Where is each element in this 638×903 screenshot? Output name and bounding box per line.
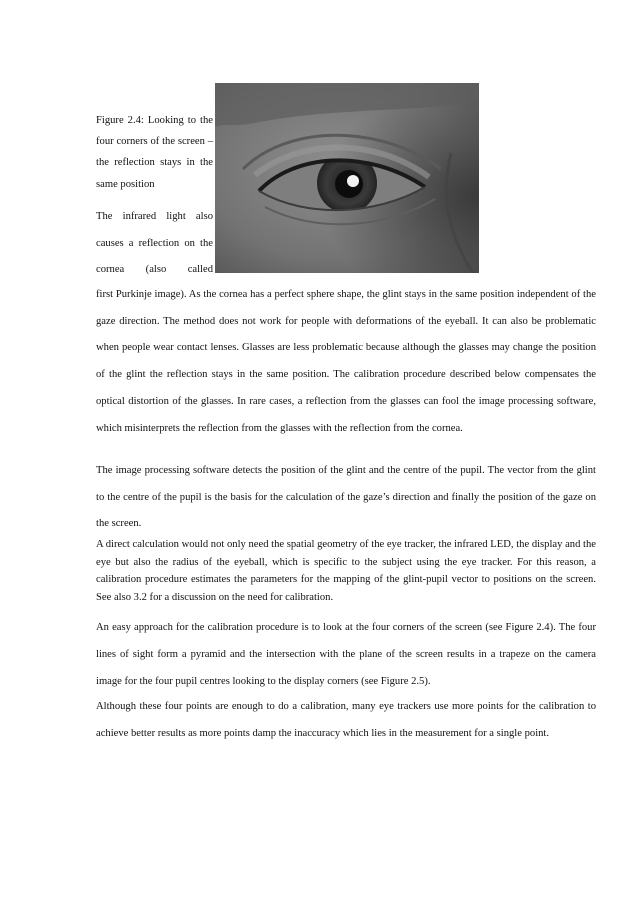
paragraph-calibration-approach: An easy approach for the calibration procedure is to look at the four corners of the screen (see Figure 2.4). The four lines of sight form a pyramid and the intersection with the plane of the screen results in a trapeze on the camera image for the four pupil centres looking to the display corners (see Figure 2.5). [96,622,596,687]
paragraph-more-points: Although these four points are enough to do a calibration, many eye trackers use more points for the calibration to achieve better results as more points damp the inaccuracy which lies in the measurement for a single point. [96,701,596,739]
paragraph-intro: The infrared light also causes a reflection on the cornea (also called [96,211,213,275]
paragraph-image-processing: The image processing software detects the position of the glint and the centre of the pupil. The vector from the glint to the centre of the pupil is the basis for the calculation of the gaze’s direction and finally the position of the gaze on the screen. [96,465,596,530]
paragraph-direct-calculation: A direct calculation would not only need the spatial geometry of the eye tracker, the infrared LED, the display and the eye but also the radius of the eyeball, which is specific to the subject using the eye tracker. For this reason, a calibration procedure estimates the parameters for the mapping of the glint-pupil vector to positions on the screen. See also 3.2 for a discussion on the need for calibration. [96,539,596,603]
paragraph-glint: first Purkinje image). As the cornea has a perfect sphere shape, the glint stays in the same position independent of the gaze direction. The method does not work for people with deformations of the eyeball. It can also be problematic when people wear contact lenses. Glasses are less problematic because although the glasses may change the position of the glint the reflection stays in the same position. The calibration procedure described below compensates the optical distortion of the glasses. In rare cases, a reflection from the glasses can fool the image processing software, which misinterprets the reflection from the glasses with the reflection from the cornea. [96,289,596,434]
figure-caption: Figure 2.4: Looking to the four corners of the screen – the reflection stays in the same position [96,115,213,190]
eye-photo [215,83,479,273]
eye-photo-drawing [215,83,479,273]
